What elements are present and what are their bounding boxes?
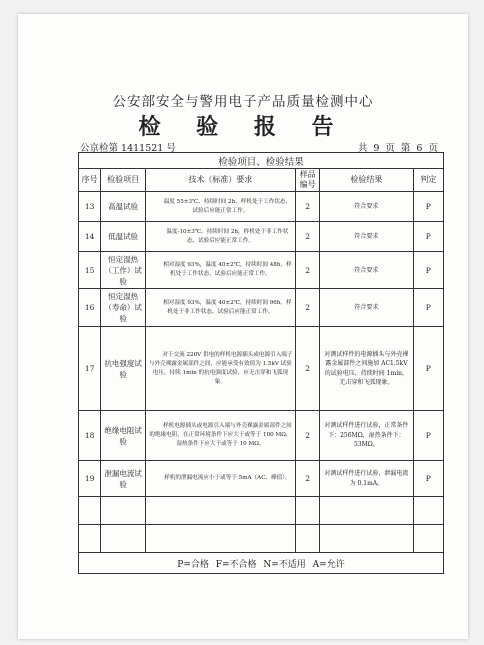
- verdict: P: [413, 222, 443, 252]
- sample-no: 2: [295, 461, 319, 497]
- table-row: [79, 192, 444, 222]
- verdict-legend: P=合格 F=不合格 N=不适用 A=允许: [79, 553, 444, 574]
- org-name: 公安部安全与警用电子产品质量检测中心: [112, 94, 374, 110]
- table-row: [79, 222, 444, 252]
- test-result: 对测试样件进行试验，泄漏电流为 0.1mA。: [320, 461, 413, 497]
- sample-no: 2: [295, 411, 319, 461]
- col-header: 序号: [79, 169, 101, 192]
- col-header: 技术（标准）要求: [145, 169, 295, 192]
- test-result: 符合要求: [320, 192, 413, 222]
- test-item: 泄漏电流试验: [101, 461, 146, 497]
- test-result: 符合要求: [320, 252, 413, 289]
- empty-row: [79, 497, 444, 525]
- table-row: [79, 289, 444, 327]
- page-info: 共 9 页 第 6 页: [357, 143, 438, 154]
- report-page: [18, 14, 468, 639]
- sample-no: 2: [295, 192, 319, 222]
- sample-no: 2: [295, 327, 319, 411]
- row-number: 16: [79, 289, 101, 327]
- row-number: 18: [79, 411, 101, 461]
- col-header: 检验项目: [101, 169, 146, 192]
- test-item: 抗电强度试验: [101, 327, 146, 411]
- verdict: P: [413, 192, 443, 222]
- requirement: 对于交流 220V 供电的样机电源插头或电源引入端子与外壳裸露金属部件之间，应能承受有效值为 1.5kV 试验电压，持续 1min 的抗电强度试验，应无击穿和飞弧现象。: [145, 327, 295, 411]
- table-row: [79, 411, 444, 461]
- test-result: 符合要求: [320, 222, 413, 252]
- requirement: 样机的泄漏电流应小于或等于 5mA（AC、峰值）。: [145, 461, 295, 497]
- row-number: 19: [79, 461, 101, 497]
- test-result: 对测试样件的电源插头与外壳裸露金属部件之间施加 AC1.5kV 的试验电压，持续时间 1min，无击穿和飞弧现象。: [320, 327, 413, 411]
- test-result: 符合要求: [320, 289, 413, 327]
- test-result: 对测试样件进行试验，正常条件下：256MΩ，湿热条件下：53MΩ。: [320, 411, 413, 461]
- column-header-row: [79, 169, 444, 192]
- table-row: [79, 252, 444, 289]
- row-number: 15: [79, 252, 101, 289]
- empty-row: [79, 525, 444, 553]
- requirement: 相对湿度 93%，温度 40±2℃，持续时间 96h，样机处于非工作状态，试验后应能正常工作。: [145, 289, 295, 327]
- verdict: P: [413, 289, 443, 327]
- verdict: P: [413, 411, 443, 461]
- col-header: 样品编号: [295, 169, 319, 192]
- col-header: 检验结果: [320, 169, 413, 192]
- sample-no: 2: [295, 289, 319, 327]
- table-row: [79, 327, 444, 411]
- test-item: 低温试验: [101, 222, 146, 252]
- test-item: 恒定湿热（工作）试验: [101, 252, 146, 289]
- verdict: P: [413, 461, 443, 497]
- test-item: 恒定湿热（寿命）试验: [101, 289, 146, 327]
- row-number: 14: [79, 222, 101, 252]
- row-number: 17: [79, 327, 101, 411]
- col-header: 判定: [413, 169, 443, 192]
- sample-no: 2: [295, 222, 319, 252]
- requirement: 温度 55±3℃、持续时间 2h、样机处于工作状态，试验后应能正常工作。: [145, 192, 295, 222]
- report-title: 检 验 报 告: [138, 114, 348, 140]
- sample-no: 2: [295, 252, 319, 289]
- test-item: 高温试验: [101, 192, 146, 222]
- requirement: 相对湿度 93%，温度 40±2℃，持续时间 48h，样机处于工作状态，试验后应能正常工作。: [145, 252, 295, 289]
- results-table: [78, 152, 444, 574]
- requirement: 温度-10±3℃、持续时间 2h，样机处于非工作状态，试验后应能正常工作。: [145, 222, 295, 252]
- test-item: 绝缘电阻试验: [101, 411, 146, 461]
- verdict: P: [413, 327, 443, 411]
- section-title: 检验项目、检验结果: [79, 153, 444, 169]
- row-number: 13: [79, 192, 101, 222]
- requirement: 样机电源插头或电源引入端与外壳裸露金属部件之间的绝缘电阻，在正常环境条件下应大于或等于 100 MΩ，湿热条件下应大于或等于 10 MΩ。: [145, 411, 295, 461]
- verdict: P: [413, 252, 443, 289]
- report-number: 公京检第 1411521 号: [80, 143, 176, 154]
- table-row: [79, 461, 444, 497]
